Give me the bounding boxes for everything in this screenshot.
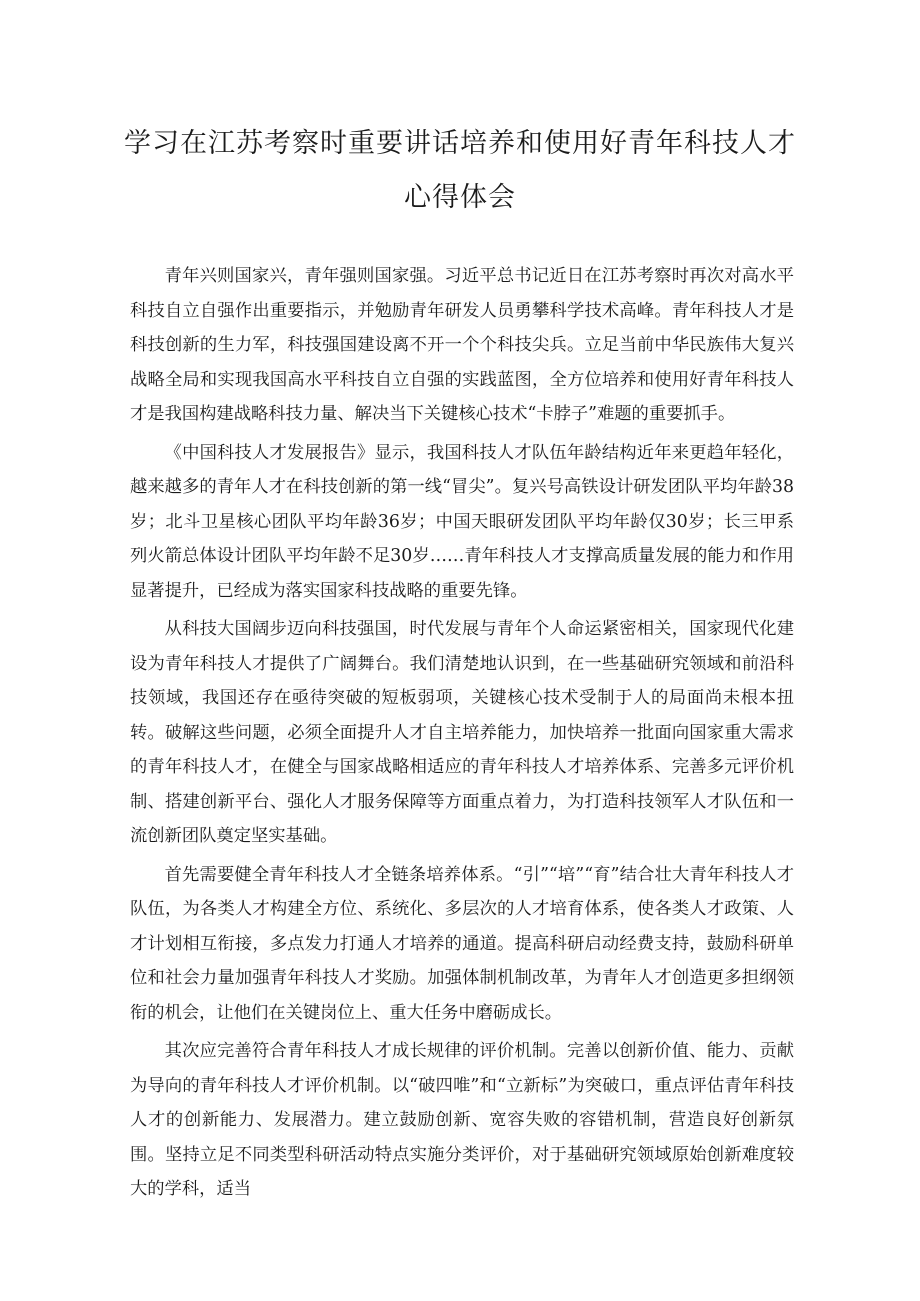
paragraph: 从科技大国阔步迈向科技强国，时代发展与青年个人命运紧密相关，国家现代化建设为青年科技人才提供了广阔舞台。我们清楚地认识到，在一些基础研究领域和前沿科技领域，我国还存在亟待突破的短板弱项，关键核心技术受制于人的局面尚未根本扭转。破解这些问题，必须全面提升人才自主培养能力，加快培养一批面向国家重大需求的青年科技人才，在健全与国家战略相适应的青年科技人才培养体系、完善多元评价机制、搭建创新平台、强化人才服务保障等方面重点着力，为打造科技领军人才队伍和一流创新团队奠定坚实基础。 bbox=[130, 619, 794, 846]
paragraph: 其次应完善符合青年科技人才成长规律的评价机制。完善以创新价值、能力、贡献为导向的青年科技人才评价机制。以“破四唯”和“立新标”为突破口，重点评估青年科技人才的创新能力、发展潜力。建立鼓励创新、宽容失败的容错机制，营造良好创新氛围。坚持立足不同类型科研活动特点实施分类评价，对于基础研究领域原始创新难度较大的学科，适当 bbox=[130, 1041, 794, 1199]
document-title-line-2: 心得体会 bbox=[404, 182, 516, 213]
document-title-line-1: 学习在江苏考察时重要讲话培养和使用好青年科技人才 bbox=[124, 128, 796, 159]
paragraph: 首先需要健全青年科技人才全链条培养体系。“引”“培”“育”结合壮大青年科技人才队伍，为各类人才构建全方位、系统化、多层次的人才培育体系，使各类人才政策、人才计划相互衔接，多点发力打通人才培养的通道。提高科研启动经费支持，鼓励科研单位和社会力量加强青年科技人才奖励。加强体制机制改革，为青年人才创造更多担纲领衔的机会，让他们在关键岗位上、重大任务中磨砺成长。 bbox=[130, 864, 794, 1023]
document-body bbox=[130, 259, 794, 1211]
paragraph: 青年兴则国家兴，青年强则国家强。习近平总书记近日在江苏考察时再次对高水平科技自立自强作出重要指示，并勉励青年研发人员勇攀科学技术高峰。青年科技人才是科技创新的生力军，科技强国建设离不开一个个科技尖兵。立足当前中华民族伟大复兴战略全局和实现我国高水平科技自立自强的实践蓝图，全方位培养和使用好青年科技人才是我国构建战略科技力量、解决当下关键核心技术“卡脖子”难题的重要抓手。 bbox=[130, 266, 794, 424]
paragraph: 《中国科技人才发展报告》显示，我国科技人才队伍年龄结构近年来更趋年轻化，越来越多的青年人才在科技创新的第一线“冒尖”。复兴号高铁设计研发团队平均年龄38岁；北斗卫星核心团队平均年龄36岁；中国天眼研发团队平均年龄仅30岁；长三甲系列火箭总体设计团队平均年龄不足30岁……青年科技人才支撑高质量发展的能力和作用显著提升，已经成为落实国家科技战略的重要先锋。 bbox=[130, 442, 794, 601]
